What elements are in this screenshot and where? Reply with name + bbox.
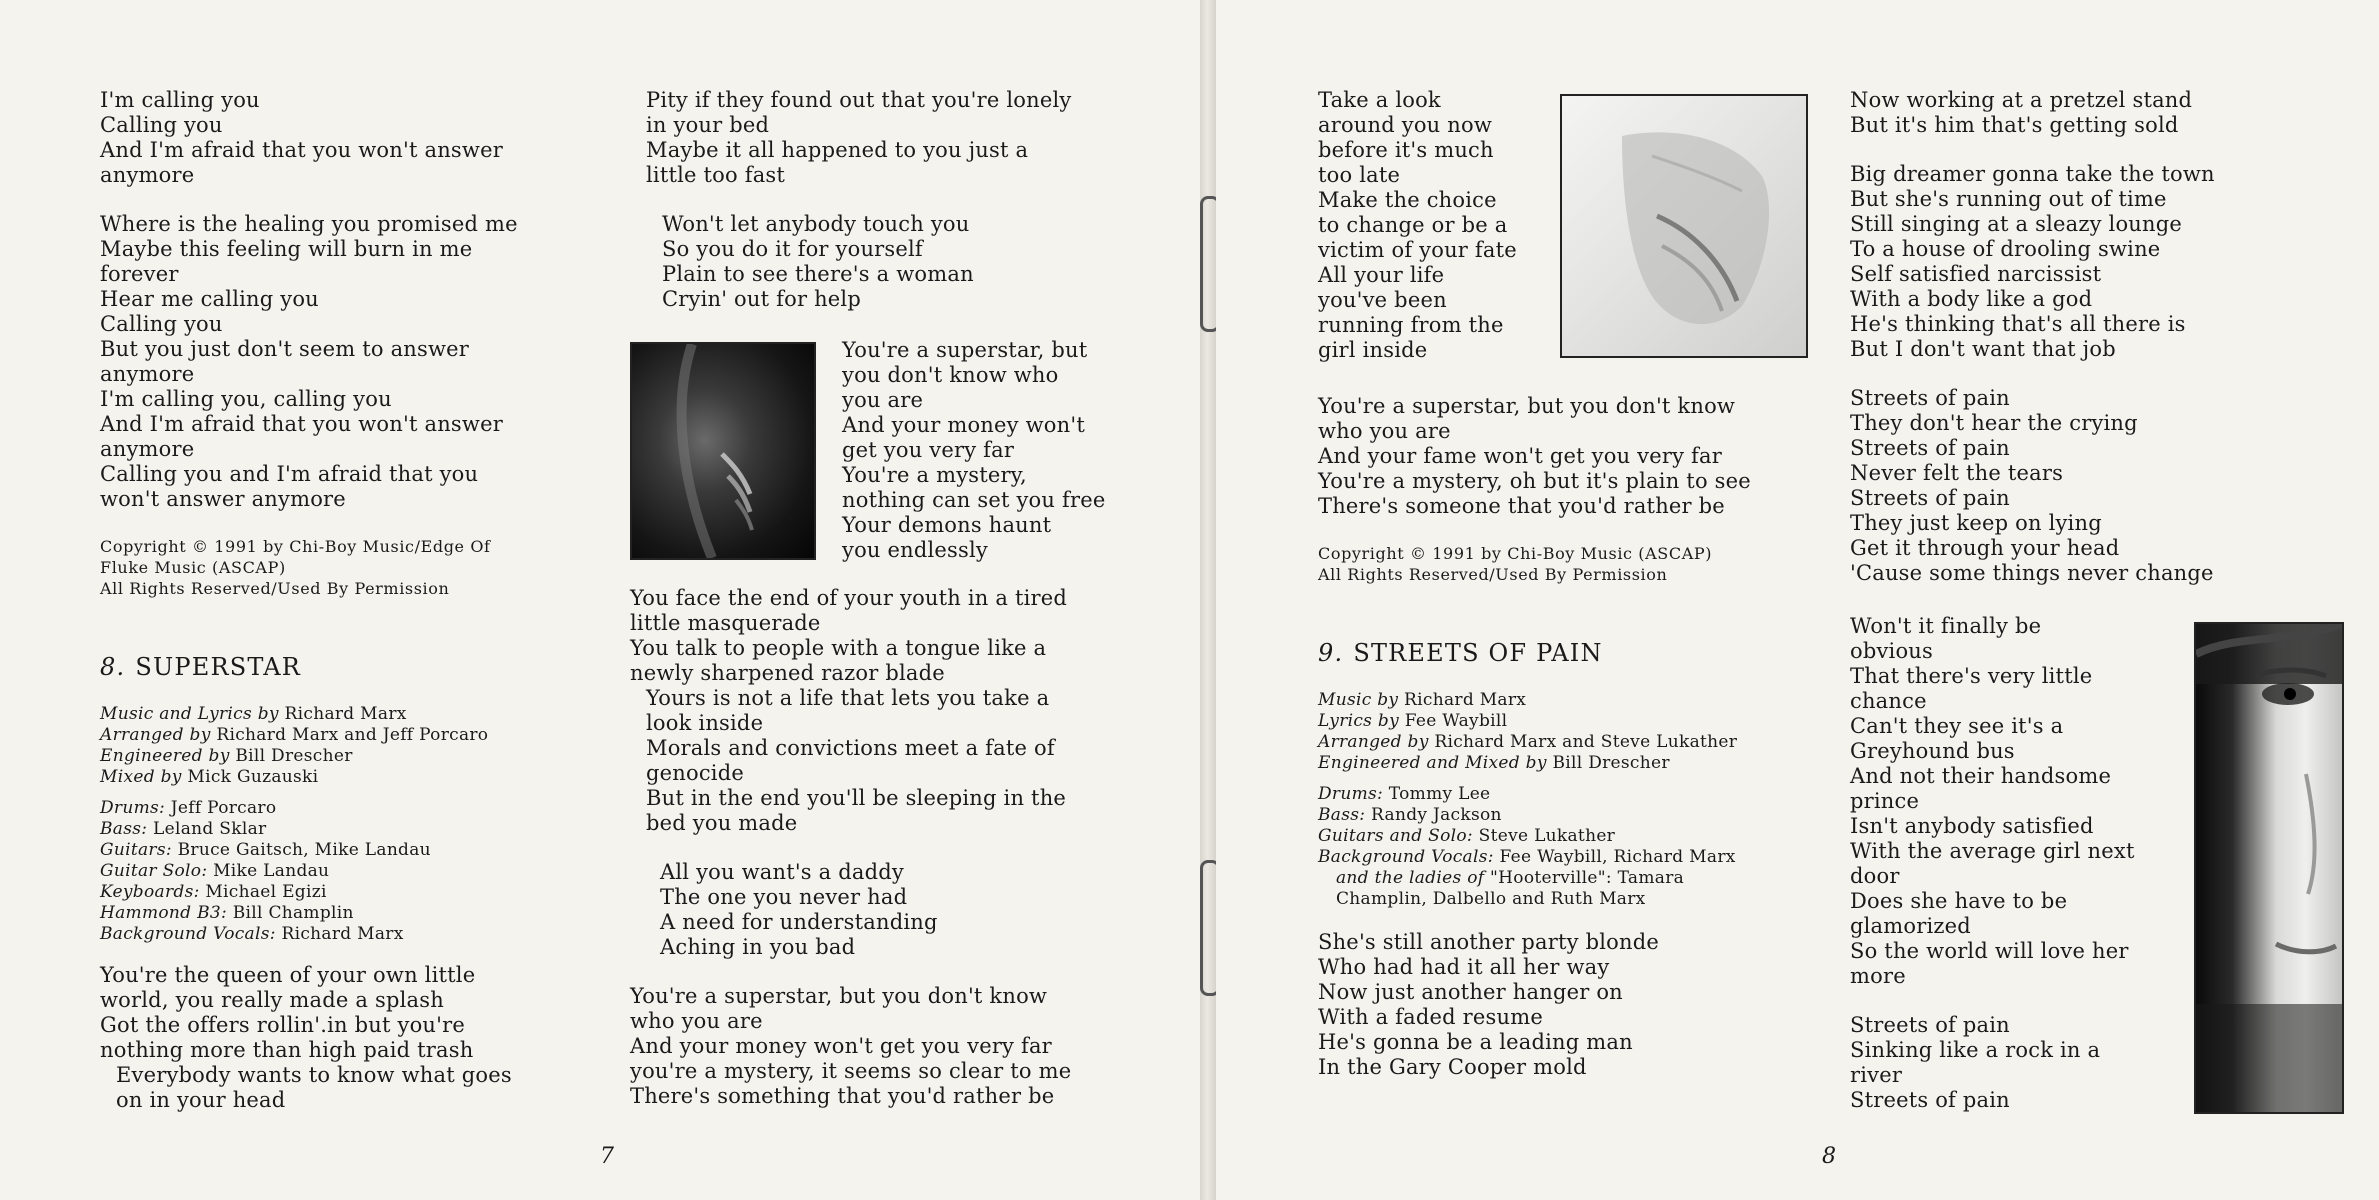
personnel-line: Guitars: Bruce Gaitsch, Mike Landau (100, 840, 431, 860)
personnel-line: Drums: Jeff Porcaro (100, 798, 277, 818)
column-beside-photo (1850, 614, 2210, 1113)
lyric-chorus: You're a superstar, but you don't know who you are And your money won't get you very far You're a mystery, nothing can set you free Your demons haunt you endlessly (842, 338, 1106, 562)
photo-detail-svg (632, 344, 814, 558)
lyric-stanza: Take a look around you now before it's much too late Make the choice to change or be a victim of your fate All your life you've been running from the girl inside (1318, 88, 1517, 362)
personnel-line: Background Vocals: Richard Marx (100, 924, 404, 944)
photo-hand (1560, 94, 1808, 358)
lyric-stanza: Won't let anybody touch you So you do it for yourself Plain to see there's a woman Cryin' out for help (662, 212, 974, 311)
column-right-1 (1318, 394, 1838, 1080)
lyric-stanza: Yours is not a life that lets you take a look inside Morals and convictions meet a fate of genocide But in the end you'll be sleeping in the bed you made (646, 686, 1067, 835)
track-number: 9. (1318, 639, 1344, 667)
personnel-line: Guitar Solo: Mike Landau (100, 861, 330, 881)
photo-detail-svg (2196, 624, 2342, 1112)
column-beside-photo (842, 338, 1182, 563)
personnel-line: Hammond B3: Bill Champlin (100, 903, 354, 923)
column-right-2 (1850, 88, 2370, 610)
lyric-chorus: Streets of pain Sinking like a rock in a river Streets of pain (1850, 1013, 2101, 1112)
lyric-stanza: All you want's a daddy The one you never had A need for understanding Aching in you bad (660, 860, 938, 959)
credit-line: Arranged by Richard Marx and Jeff Porcaro (100, 725, 489, 745)
song-credits (1318, 690, 1838, 910)
personnel-line: Keyboards: Michael Egizi (100, 882, 327, 902)
credit-line: Engineered and Mixed by Bill Drescher (1318, 753, 1670, 773)
credit-line: Arranged by Richard Marx and Steve Lukather (1318, 732, 1738, 752)
column-beside-photo (1318, 88, 1558, 363)
song-title (100, 655, 590, 680)
track-number: 8. (100, 653, 126, 681)
track-title: SUPERSTAR (135, 653, 302, 681)
lyric-stanza: Big dreamer gonna take the town But she's running out of time Still singing at a sleazy lounge To a house of drooling swine Self satisfied narcissist With a body like a god He's thinking that's all there is But I don't want that job (1850, 162, 2215, 361)
lyric-stanza: You're the queen of your own little world, you really made a splash Got the offers rollin'.in but you're nothing more than high paid trash (100, 963, 476, 1062)
photo-portrait (2194, 622, 2344, 1114)
page-8 (1216, 0, 2379, 1200)
column-left-2-lower (630, 586, 1190, 1109)
personnel-line: and the ladies of "Hooterville": Tamara Champlin, Dalbello and Ruth Marx (1336, 868, 1685, 909)
lyric-stanza: I'm calling you Calling you And I'm afraid that you won't answer anymore (100, 88, 503, 187)
personnel-line: Bass: Leland Sklar (100, 819, 267, 839)
song-title (1318, 641, 1838, 666)
page-number: 7 (600, 1144, 614, 1169)
lyric-chorus: Streets of pain They don't hear the crying Streets of pain Never felt the tears Streets of pain They just keep on lying Get it through your head 'Cause some things never change (1850, 386, 2214, 585)
lyric-stanza: Won't it finally be obvious That there's very little chance Can't they see it's a Greyhound bus And not their handsome prince Isn't anybody satisfied With the average girl next door Does she have to be glamorized So the world will love her more (1850, 614, 2135, 988)
personnel-line: Background Vocals: Fee Waybill, Richard Marx (1318, 847, 1736, 867)
lyric-stanza: She's still another party blonde Who had had it all her way Now just another hanger on With a faded resume He's gonna be a leading man In the Gary Cooper mold (1318, 930, 1659, 1079)
lyric-stanza: Where is the healing you promised me Maybe this feeling will burn in me forever Hear me calling you Calling you But you just don't seem to answer anymore I'm calling you, calling you And I'm afraid that you won't answer anymore Calling you and I'm afraid that you won't answer anymore (100, 212, 518, 511)
lyric-chorus: You're a superstar, but you don't know who you are And your fame won't get you very far You're a mystery, oh but it's plain to see There's someone that you'd rather be (1318, 394, 1751, 518)
photo-detail-svg (1562, 96, 1806, 356)
track-title: STREETS OF PAIN (1353, 639, 1603, 667)
personnel-line: Bass: Randy Jackson (1318, 805, 1502, 825)
copyright-notice: Copyright © 1991 by Chi-Boy Music/Edge Of Fluke Music (ASCAP) All Rights Reserved/Used By Permission (100, 537, 491, 598)
personnel-line: Guitars and Solo: Steve Lukather (1318, 826, 1616, 846)
page-number: 8 (1822, 1144, 1836, 1169)
lyric-stanza: Pity if they found out that you're lonely in your bed Maybe it all happened to you just a little too fast (646, 88, 1072, 187)
copyright-notice: Copyright © 1991 by Chi-Boy Music (ASCAP) All Rights Reserved/Used By Permission (1318, 544, 1713, 584)
column-left-1 (100, 88, 590, 1113)
column-left-2 (646, 88, 1166, 336)
personnel-line: Drums: Tommy Lee (1318, 784, 1491, 804)
song-credits (100, 704, 590, 945)
photo-shoulder (630, 342, 816, 560)
lyric-stanza: Now working at a pretzel stand But it's him that's getting sold (1850, 88, 2193, 137)
credit-line: Music and Lyrics by Richard Marx (100, 704, 407, 724)
credit-line: Music by Richard Marx (1318, 690, 1527, 710)
lyric-stanza: Everybody wants to know what goes on in your head (116, 1063, 512, 1112)
credit-line: Mixed by Mick Guzauski (100, 767, 319, 787)
credit-line: Lyrics by Fee Waybill (1318, 711, 1508, 731)
book-gutter (1200, 0, 1216, 1200)
credit-line: Engineered by Bill Drescher (100, 746, 353, 766)
lyric-stanza: You face the end of your youth in a tired little masquerade You talk to people with a tongue like a newly sharpened razor blade (630, 586, 1068, 685)
lyric-chorus: You're a superstar, but you don't know who you are And your money won't get you very far you're a mystery, it seems so clear to me There's something that you'd rather be (630, 984, 1072, 1108)
